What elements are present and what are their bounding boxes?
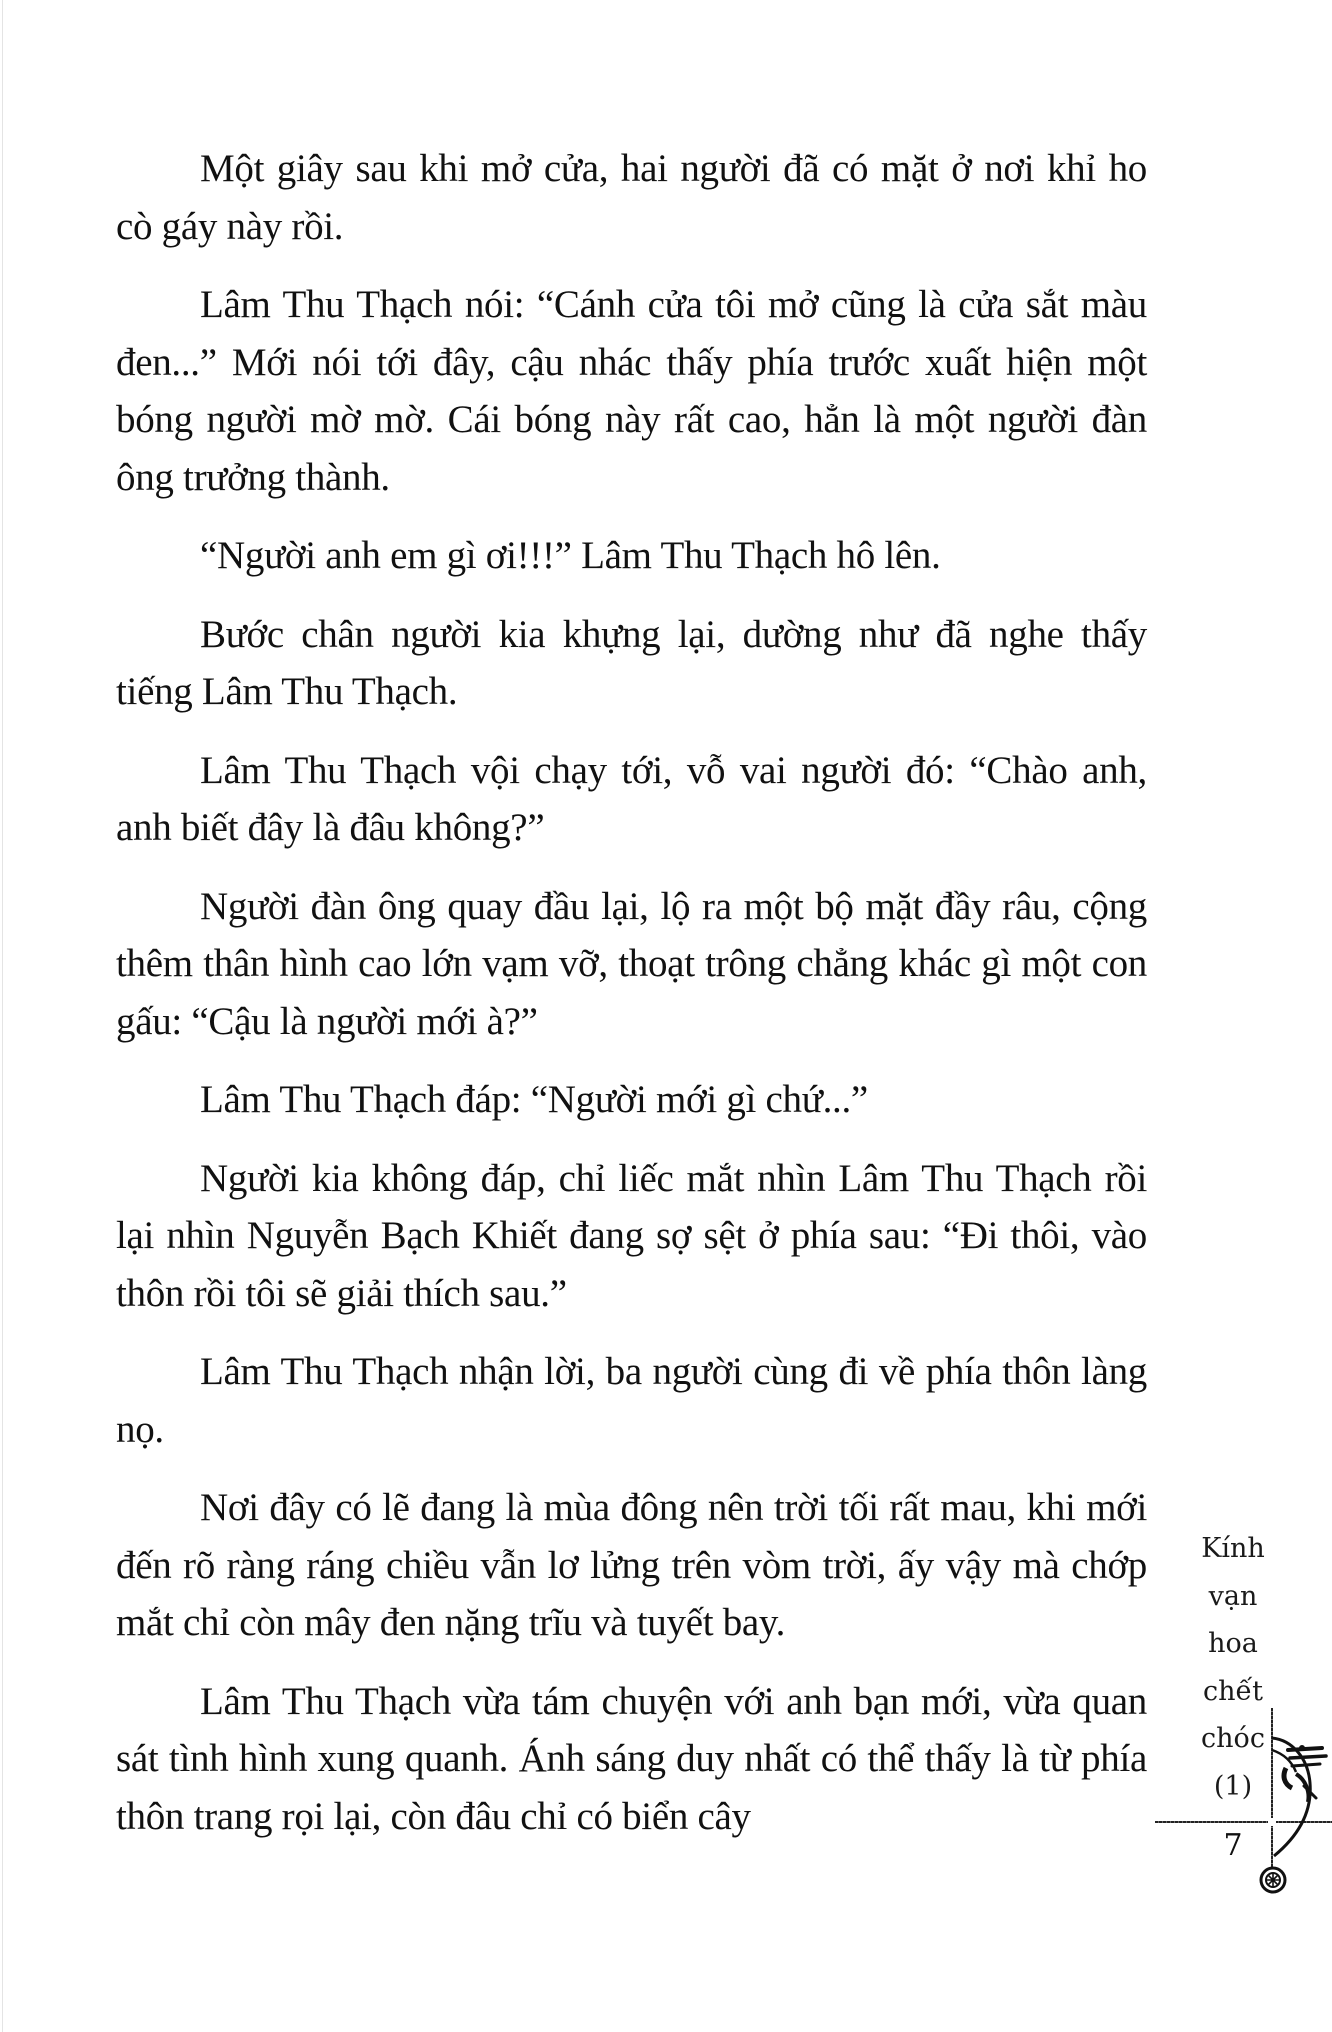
paragraph: Lâm Thu Thạch nói: “Cánh cửa tôi mở cũng là cửa sắt màu đen...” Mới nói tới đây, cậu nhác thấy phía trước xuất hiện một bóng người mờ mờ. Cái bóng này rất cao, hẳn là một người đàn ông trưởng thành.	[116, 283, 1147, 499]
paragraph: Lâm Thu Thạch vừa tám chuyện với anh bạn mới, vừa quan sát tình hình xung quanh. Ánh sáng duy nhất có thể thấy là từ phía thôn trang rọi lại, còn đâu chỉ có biển cây	[116, 1679, 1147, 1838]
body-text	[116, 140, 1147, 1866]
running-title-line: Kính	[1201, 1533, 1265, 1564]
page-edge	[2, 0, 3, 2032]
circle-emblem-icon	[1259, 1866, 1287, 1894]
paragraph: Lâm Thu Thạch nhận lời, ba người cùng đi về phía thôn làng nọ.	[116, 1350, 1147, 1451]
paragraph: Bước chân người kia khựng lại, dường như đã nghe thấy tiếng Lâm Thu Thạch.	[116, 612, 1147, 713]
paragraph: Người kia không đáp, chỉ liếc mắt nhìn Lâm Thu Thạch rồi lại nhìn Nguyễn Bạch Khiết đang sợ sệt ở phía sau: “Đi thôi, vào thôn rồi tôi sẽ giải thích sau.”	[116, 1156, 1147, 1315]
running-title-line: (1)	[1213, 1770, 1253, 1802]
paragraph: Lâm Thu Thạch đáp: “Người mới gì chứ...”	[200, 1078, 868, 1121]
paragraph: Lâm Thu Thạch vội chạy tới, vỗ vai người đó: “Chào anh, anh biết đây là đâu không?”	[116, 748, 1147, 849]
running-title-line: hoa	[1208, 1628, 1258, 1659]
running-title-line: chết	[1203, 1675, 1263, 1707]
paragraph: Nơi đây có lẽ đang là mùa đông nên trời tối rất mau, khi mới đến rõ ràng ráng chiều vẫn lơ lửng trên vòm trời, ấy vậy mà chớp mắt chỉ còn mây đen nặng trĩu và tuyết bay.	[116, 1486, 1147, 1644]
paragraph: “Người anh em gì ơi!!!” Lâm Thu Thạch hô lên.	[200, 534, 941, 577]
running-title-line: chóc	[1201, 1723, 1265, 1754]
page-number: 7	[1223, 1828, 1243, 1863]
paragraph: Người đàn ông quay đầu lại, lộ ra một bộ mặt đầy râu, cộng thêm thân hình cao lớn vạm vỡ, thoạt trông chẳng khác gì một con gấu: “Cậu là người mới à?”	[116, 884, 1147, 1043]
running-title-line: vạn	[1208, 1580, 1258, 1612]
dragon-icon	[1262, 1728, 1332, 1868]
paragraph: Một giây sau khi mở cửa, hai người đã có mặt ở nơi khỉ ho cò gáy này rồi.	[116, 147, 1147, 248]
